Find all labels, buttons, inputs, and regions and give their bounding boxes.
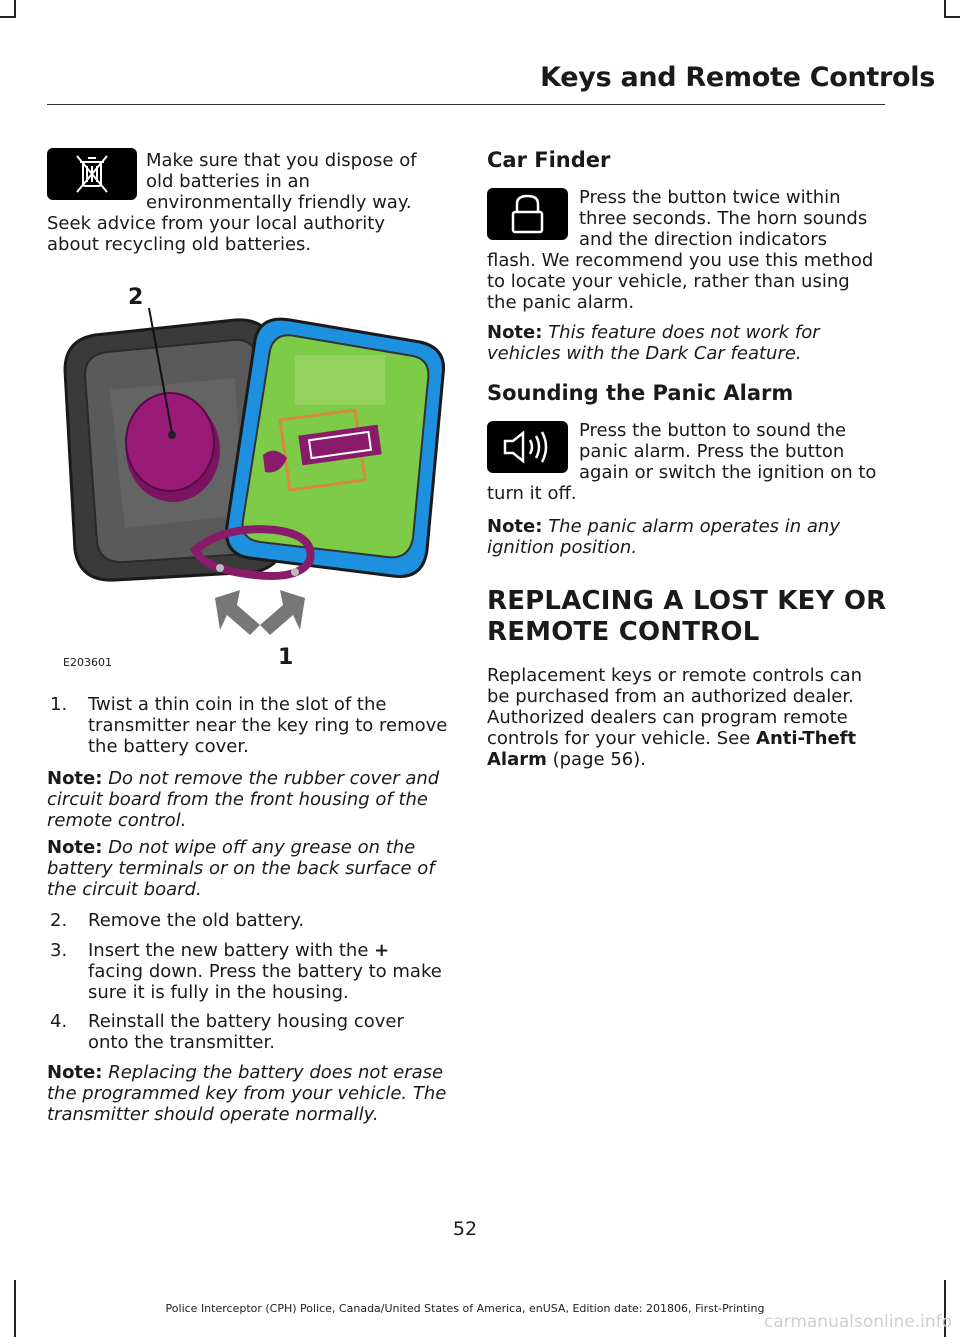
replace-key-heading (487, 586, 886, 648)
car-finder-heading: Car Finder (487, 148, 611, 172)
car-finder-text (579, 187, 899, 250)
watermark: carmanualsonline.info (763, 1312, 952, 1332)
note-label: Note: (487, 516, 543, 537)
car-finder-text-cont (487, 250, 907, 313)
replace-key-text (487, 665, 907, 770)
callout-2: 2 (128, 285, 144, 310)
text-line: be purchased from an authorized dealer. (487, 686, 854, 707)
text-line: the battery cover. (88, 736, 249, 757)
text-line: The panic alarm operates in any (548, 516, 840, 537)
text-line: facing down. Press the battery to make (88, 961, 442, 982)
text-line: Do not wipe off any grease on the (108, 837, 416, 858)
dispose-text (146, 150, 446, 213)
text-line: and the direction indicators (579, 229, 828, 250)
text-line: to locate your vehicle, rather than using (487, 271, 850, 292)
panic-text (579, 420, 899, 483)
footer-text: Police Interceptor (CPH) Police, Canada/United States of America, enUSA, Edition date: 201806, First-Printing (165, 1302, 765, 1315)
callout-1: 1 (278, 645, 294, 670)
text-line: the panic alarm. (487, 292, 635, 313)
text-line: Do not remove the rubber cover and (108, 768, 440, 789)
note-3 (47, 1062, 457, 1125)
lock-icon (487, 188, 568, 240)
text-line: Press the button twice within (579, 187, 841, 208)
step-number: 2. (50, 910, 68, 931)
text-line: again or switch the ignition on to (579, 462, 877, 483)
remote-illustration (55, 280, 455, 670)
text-line: Seek advice from your local authority (47, 213, 386, 234)
text-line: sure it is fully in the housing. (88, 982, 349, 1003)
battery-replacement-figure (55, 280, 455, 670)
step-number: 3. (50, 940, 68, 961)
text-line: Authorized dealers can program remote (487, 707, 848, 728)
text-line: remote control. (47, 810, 187, 831)
recycle-bin-icon (47, 148, 137, 200)
text-line: Reinstall the battery housing cover (88, 1011, 404, 1032)
text-line: Insert the new battery with the (88, 940, 369, 961)
text-line: flash. We recommend you use this method (487, 250, 874, 271)
panic-note (487, 516, 907, 558)
crop-mark (944, 16, 960, 18)
text-line: Replacement keys or remote controls can (487, 665, 863, 686)
car-finder-note (487, 322, 907, 364)
note-label: Note: (47, 1062, 103, 1083)
text-line: panic alarm. Press the button (579, 441, 845, 462)
text-line: transmitter should operate normally. (47, 1104, 379, 1125)
note-2 (47, 837, 457, 900)
note-1 (47, 768, 457, 831)
header-divider (47, 104, 885, 105)
note-label: Note: (47, 768, 103, 789)
text-line: (page 56). (546, 749, 646, 770)
panic-text-cont (487, 483, 907, 504)
horn-icon (487, 421, 568, 473)
text-line: about recycling old batteries. (47, 234, 312, 255)
anti-theft-link[interactable]: Anti-Theft (756, 728, 857, 749)
text-line: three seconds. The horn sounds (579, 208, 868, 229)
text-line: Twist a thin coin in the slot of the (88, 694, 387, 715)
text-line: circuit board from the front housing of the (47, 789, 428, 810)
text-line: battery terminals or on the back surface of (47, 858, 435, 879)
page-header-title: Keys and Remote Controls (540, 62, 935, 93)
text-line: controls for your vehicle. See (487, 728, 757, 749)
heading-line: REMOTE CONTROL (487, 617, 760, 647)
crop-mark (0, 16, 16, 18)
dispose-text-cont (47, 213, 447, 255)
text-line: onto the transmitter. (88, 1032, 275, 1053)
step-2 (50, 910, 450, 931)
figure-id: E203601 (63, 656, 112, 669)
page-number: 52 (452, 1218, 478, 1240)
step-number: 4. (50, 1011, 68, 1032)
text-line: old batteries in an (146, 171, 310, 192)
step-3 (50, 940, 450, 1003)
text-line: transmitter near the key ring to remove (88, 715, 448, 736)
step-4 (50, 1011, 450, 1053)
text-line: environmentally friendly way. (146, 192, 412, 213)
text-line: Make sure that you dispose of (146, 150, 417, 171)
heading-line: REPLACING A LOST KEY OR (487, 586, 887, 616)
text-line: Press the button to sound the (579, 420, 847, 441)
note-label: Note: (47, 837, 103, 858)
text-line: the circuit board. (47, 879, 202, 900)
text-line: This feature does not work for (548, 322, 820, 343)
plus-symbol: + (374, 940, 390, 961)
text-line: the programmed key from your vehicle. The (47, 1083, 447, 1104)
text-line: Remove the old battery. (88, 910, 305, 931)
step-number: 1. (50, 694, 68, 715)
text-line: vehicles with the Dark Car feature. (487, 343, 802, 364)
text-line: ignition position. (487, 537, 638, 558)
text-line: Replacing the battery does not erase (108, 1062, 444, 1083)
panic-alarm-heading: Sounding the Panic Alarm (487, 381, 794, 405)
text-line: turn it off. (487, 483, 577, 504)
note-label: Note: (487, 322, 543, 343)
step-1 (50, 694, 450, 757)
anti-theft-link-cont[interactable]: Alarm (487, 749, 547, 770)
